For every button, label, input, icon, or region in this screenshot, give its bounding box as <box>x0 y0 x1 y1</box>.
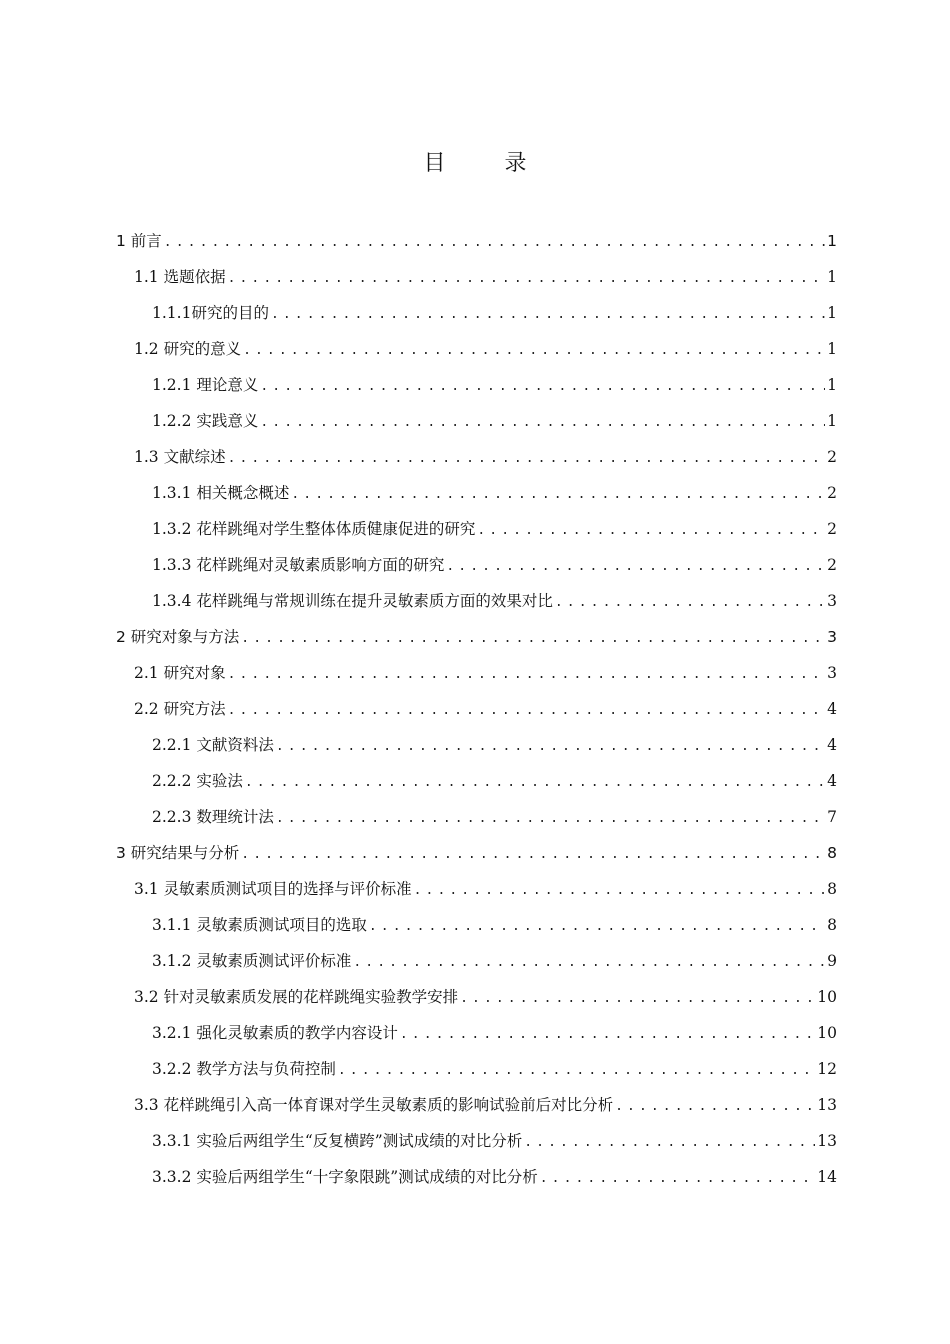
toc-entry-page: 1 <box>827 340 837 358</box>
toc-entry-page: 7 <box>827 808 837 826</box>
toc-dot-leader <box>524 1128 815 1158</box>
toc-entry-label: 3.3.1 实验后两组学生“反复横跨”测试成绩的对比分析 <box>152 1132 523 1150</box>
toc-entry-label: 3.2.2 教学方法与负荷控制 <box>152 1060 336 1078</box>
toc-entry-label: 2.2 研究方法 <box>134 700 226 718</box>
toc-dot-leader <box>241 624 825 654</box>
toc-dot-leader <box>260 372 825 402</box>
toc-dot-leader <box>446 552 825 582</box>
toc-entry-page: 13 <box>817 1132 837 1150</box>
toc-entry[interactable] <box>134 334 837 364</box>
toc-entry[interactable] <box>116 838 837 868</box>
toc-entry-label: 1.3.4 花样跳绳与常规训练在提升灵敏素质方面的效果对比 <box>152 592 553 610</box>
toc-dot-leader <box>276 804 825 834</box>
toc-dot-leader <box>241 840 825 870</box>
toc-entry-page: 1 <box>827 232 837 250</box>
toc-entry-page: 14 <box>817 1168 837 1186</box>
toc-entry-label: 2 研究对象与方法 <box>116 628 240 646</box>
toc-entry-label: 2.1 研究对象 <box>134 664 226 682</box>
toc-entry-page: 10 <box>817 1024 837 1042</box>
toc-dot-leader <box>353 948 825 978</box>
toc-entry-page: 4 <box>827 700 837 718</box>
toc-entry-page: 4 <box>827 736 837 754</box>
toc-entry-label: 1.3 文献综述 <box>134 448 226 466</box>
toc-entry[interactable] <box>152 766 837 796</box>
toc-entry-label: 3 研究结果与分析 <box>116 844 240 862</box>
toc-entry-label: 2.2.1 文献资料法 <box>152 736 274 754</box>
toc-entry-page: 12 <box>817 1060 837 1078</box>
toc-entry[interactable] <box>134 694 837 724</box>
toc-entry-label: 3.1.1 灵敏素质测试项目的选取 <box>152 916 367 934</box>
toc-entry-page: 10 <box>817 988 837 1006</box>
toc-entry-label: 1.1.1研究的目的 <box>152 304 269 322</box>
toc-entry[interactable] <box>152 910 837 940</box>
toc-entry[interactable] <box>152 946 837 976</box>
toc-dot-leader <box>400 1020 815 1050</box>
toc-entry-page: 2 <box>827 556 837 574</box>
toc-dot-leader <box>271 300 825 330</box>
toc-entry-label: 1.1 选题依据 <box>134 268 226 286</box>
toc-dot-leader <box>228 264 825 294</box>
toc-entry[interactable] <box>116 226 837 256</box>
toc-entry-label: 1.2.1 理论意义 <box>152 376 259 394</box>
toc-entry-page: 1 <box>827 304 837 322</box>
toc-entry-label: 3.3.2 实验后两组学生“十字象限跳”测试成绩的对比分析 <box>152 1168 538 1186</box>
toc-entry[interactable] <box>134 442 837 472</box>
toc-dot-leader <box>245 768 825 798</box>
toc-entry-page: 1 <box>827 268 837 286</box>
toc-entry-page: 2 <box>827 448 837 466</box>
toc-entry[interactable] <box>134 1090 837 1120</box>
toc-entry[interactable] <box>134 982 837 1012</box>
toc-dot-leader <box>540 1164 816 1194</box>
toc-entry[interactable] <box>152 514 837 544</box>
toc-dot-leader <box>460 984 815 1014</box>
toc-entry[interactable] <box>152 550 837 580</box>
toc-entry-label: 2.2.2 实验法 <box>152 772 243 790</box>
toc-entry-page: 8 <box>827 844 837 862</box>
toc-dot-leader <box>615 1092 815 1122</box>
toc-entry-page: 4 <box>827 772 837 790</box>
toc-entry-page: 1 <box>827 412 837 430</box>
toc-entry-label: 1.2 研究的意义 <box>134 340 242 358</box>
toc-entry[interactable] <box>152 406 837 436</box>
toc-entry[interactable] <box>152 1018 837 1048</box>
toc-dot-leader <box>243 336 825 366</box>
toc-entry-page: 2 <box>827 520 837 538</box>
toc-entry[interactable] <box>152 478 837 508</box>
toc-entry-page: 1 <box>827 376 837 394</box>
toc-entry-page: 8 <box>827 916 837 934</box>
toc-entry-label: 1.3.2 花样跳绳对学生整体体质健康促进的研究 <box>152 520 476 538</box>
toc-dot-leader <box>228 660 825 690</box>
toc-entry-label: 1.3.3 花样跳绳对灵敏素质影响方面的研究 <box>152 556 445 574</box>
toc-dot-leader <box>260 408 825 438</box>
toc-entry[interactable] <box>152 802 837 832</box>
toc-dot-leader <box>228 444 825 474</box>
toc-entry[interactable] <box>152 586 837 616</box>
toc-dot-leader <box>228 696 825 726</box>
toc-dot-leader <box>164 228 825 258</box>
toc-dot-leader <box>369 912 825 942</box>
toc-entry[interactable] <box>152 370 837 400</box>
toc-dot-leader <box>477 516 825 546</box>
toc-entry-page: 3 <box>827 664 837 682</box>
page-title: 目 录 <box>423 151 553 176</box>
toc-entry-page: 3 <box>827 628 837 646</box>
toc-dot-leader <box>555 588 825 618</box>
toc-entry-label: 3.1 灵敏素质测试项目的选择与评价标准 <box>134 880 412 898</box>
toc-entry-page: 9 <box>827 952 837 970</box>
toc-entry[interactable] <box>116 622 837 652</box>
toc-entry[interactable] <box>134 262 837 292</box>
toc-entry-label: 3.2 针对灵敏素质发展的花样跳绳实验教学安排 <box>134 988 459 1006</box>
toc-entry-label: 2.2.3 数理统计法 <box>152 808 274 826</box>
toc-entry[interactable] <box>134 874 837 904</box>
toc-entry[interactable] <box>152 298 837 328</box>
toc-dot-leader <box>291 480 825 510</box>
toc-entry-page: 8 <box>827 880 837 898</box>
toc-entry-page: 13 <box>817 1096 837 1114</box>
toc-entry-label: 3.1.2 灵敏素质测试评价标准 <box>152 952 352 970</box>
toc-entry-page: 3 <box>827 592 837 610</box>
toc-entry[interactable] <box>152 730 837 760</box>
toc-entry[interactable] <box>152 1162 837 1192</box>
toc-dot-leader <box>414 876 825 906</box>
toc-dot-leader <box>276 732 825 762</box>
toc-dot-leader <box>338 1056 815 1086</box>
toc-entry-label: 1.2.2 实践意义 <box>152 412 259 430</box>
toc-entry[interactable] <box>152 1126 837 1156</box>
toc-entry[interactable] <box>152 1054 837 1084</box>
toc-entry-label: 3.2.1 强化灵敏素质的教学内容设计 <box>152 1024 398 1042</box>
toc-entry-label: 1.3.1 相关概念概述 <box>152 484 290 502</box>
toc-entry-label: 3.3 花样跳绳引入高一体育课对学生灵敏素质的影响试验前后对比分析 <box>134 1096 614 1114</box>
toc-entry-label: 1 前言 <box>116 232 162 250</box>
toc-entry[interactable] <box>134 658 837 688</box>
toc-entry-page: 2 <box>827 484 837 502</box>
